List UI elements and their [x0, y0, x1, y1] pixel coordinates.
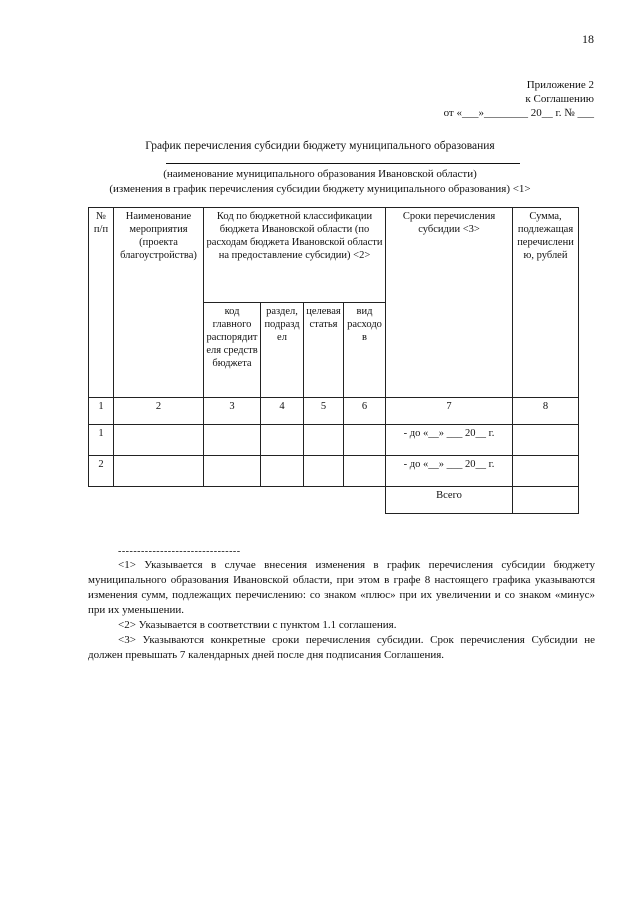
col-number: 7 [386, 398, 513, 425]
empty-cell [304, 456, 344, 487]
header-expense: вид расходов [344, 303, 386, 398]
footnote-2: <2> Указывается в соответствии с пунктом 1.1 соглашения. [118, 619, 397, 631]
total-sum-cell [513, 487, 579, 514]
row-num: 2 [89, 456, 114, 487]
header-name: Наименование мероприятия (проекта благоустройства) [114, 208, 204, 398]
subtitle-changes: (изменения в график перечисления субсидии бюджету муниципального образования) <1> [109, 183, 531, 195]
col-number: 1 [89, 398, 114, 425]
appendix-line-1: Приложение 2 [526, 79, 594, 91]
col-number: 3 [204, 398, 261, 425]
column-numbers-row [89, 398, 579, 425]
empty-cell [114, 456, 204, 487]
empty-cell [513, 425, 579, 456]
appendix-header [444, 78, 594, 120]
footnote-1: <1> Указывается в случае внесения изменения в график перечисления субсидии бюджету муниципального образования Ивановской области, при этом в графе 8 настоящего графика указываются изменения сумм, подлежащих перечислению: со знаком «плюс» при их увеличении и со знаком «минус» при их уменьшении. [88, 559, 595, 616]
empty-cell [261, 425, 304, 456]
fill-in-line [166, 163, 520, 164]
row-term: - до «__» ___ 20__ г. [386, 456, 513, 487]
header-code-group: Код по бюджетной классификации бюджета Ивановской области (по расходам бюджета Ивановской области на предоставление субсидии) <2> [204, 208, 386, 303]
col-number: 4 [261, 398, 304, 425]
header-row-1 [89, 208, 579, 303]
table-row [89, 456, 579, 487]
subtitle-municipality: (наименование муниципального образования Ивановской области) [163, 168, 477, 180]
table-row [89, 425, 579, 456]
col-number: 6 [344, 398, 386, 425]
header-code-main: код главного распорядителя средств бюджета [204, 303, 261, 398]
blank-area [89, 487, 386, 514]
row-term: - до «__» ___ 20__ г. [386, 425, 513, 456]
appendix-line-2: к Соглашению [525, 93, 594, 105]
col-number: 8 [513, 398, 579, 425]
header-terms: Сроки перечисления субсидии <3> [386, 208, 513, 398]
empty-cell [204, 456, 261, 487]
header-num: № п/п [89, 208, 114, 398]
empty-cell [304, 425, 344, 456]
header-section: раздел, подраздел [261, 303, 304, 398]
total-row [89, 487, 579, 514]
empty-cell [513, 456, 579, 487]
total-label: Всего [386, 487, 513, 514]
col-number: 2 [114, 398, 204, 425]
empty-cell [114, 425, 204, 456]
empty-cell [344, 425, 386, 456]
col-number: 5 [304, 398, 344, 425]
footnote-3: <3> Указываются конкретные сроки перечисления субсидии. Срок перечисления Субсидии не должен превышать 7 календарных дней после дня подписания Соглашения. [88, 634, 595, 661]
header-sum: Сумма, подлежащая перечислению, рублей [513, 208, 579, 398]
empty-cell [261, 456, 304, 487]
footnotes [88, 558, 595, 663]
appendix-line-3: от «___»________ 20__ г. № ___ [443, 107, 594, 119]
page-number: 18 [582, 32, 594, 46]
subsidy-schedule-table [88, 207, 579, 514]
empty-cell [204, 425, 261, 456]
header-target: целевая статья [304, 303, 344, 398]
footnote-separator: -------------------------------- [118, 546, 241, 557]
empty-cell [344, 456, 386, 487]
row-num: 1 [89, 425, 114, 456]
document-title: График перечисления субсидии бюджету муниципального образования [145, 140, 495, 152]
